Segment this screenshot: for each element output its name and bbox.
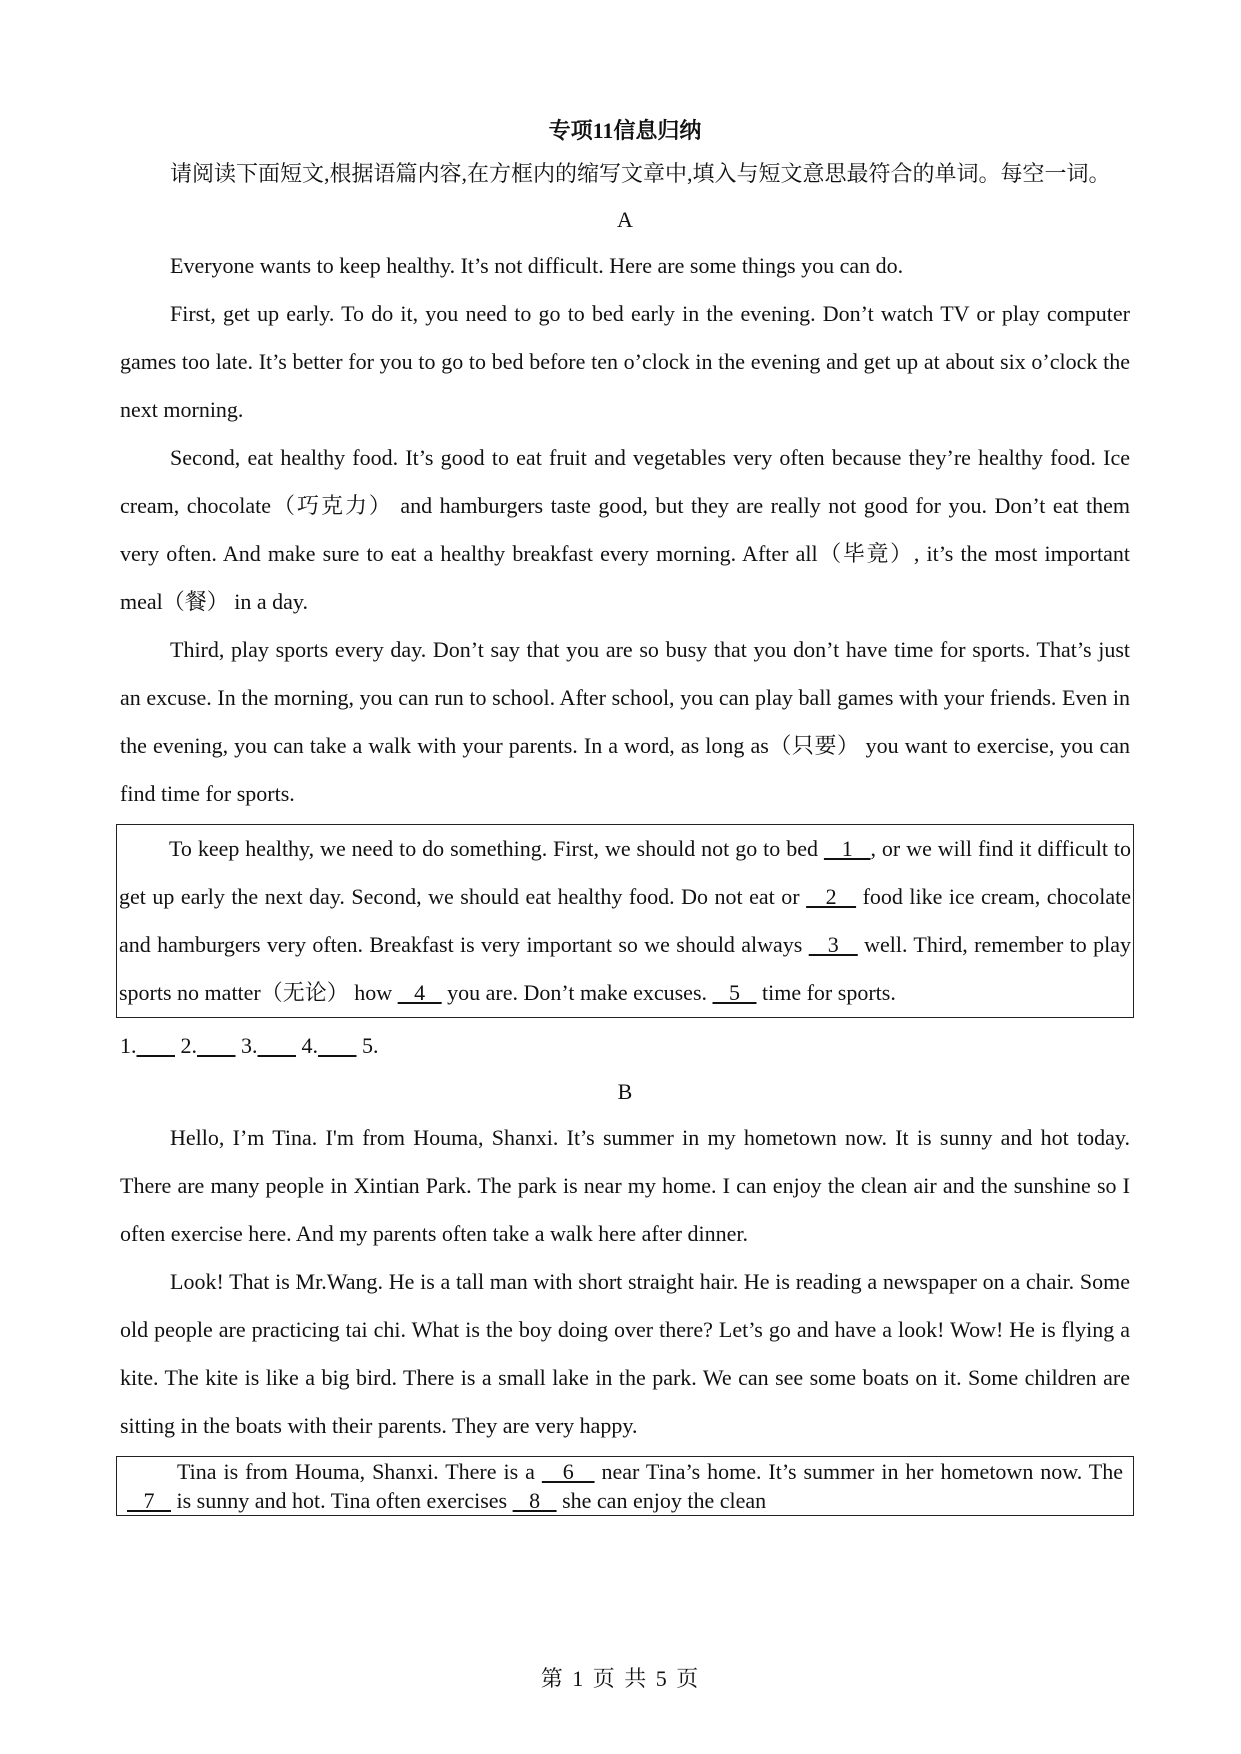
- answer-number: 2.: [180, 1033, 197, 1058]
- summary-box-a: [116, 824, 1134, 1018]
- summary-text-b: [127, 1457, 1123, 1515]
- answer-blank-4[interactable]: [318, 1033, 357, 1058]
- summary-fragment: To keep healthy, we need to do something. First, we should not go to bed: [169, 836, 824, 861]
- summary-fragment: , or we will find it difficult to get up early the next day. Second, we should eat healthy food. Do not eat or: [119, 836, 1131, 909]
- blank-3[interactable]: 3: [808, 932, 858, 957]
- section-a-paragraph: Second, eat healthy food. It’s good to eat fruit and vegetables very often because they’re healthy food. Ice cream, chocolate（巧克力） and hamburgers taste good, but they are really not good for you. Don’t eat them very often. And make sure to eat a healthy breakfast every morning. After all（毕竟）, it’s the most important meal（餐） in a day.: [120, 445, 1130, 614]
- summary-fragment: is sunny and hot. Tina often exercises: [171, 1488, 513, 1513]
- summary-fragment: Tina is from Houma, Shanxi. There is a: [177, 1459, 542, 1484]
- summary-fragment: you are. Don’t make excuses.: [441, 980, 713, 1005]
- summary-text-a: [119, 825, 1131, 1017]
- answer-blank-1[interactable]: [137, 1033, 176, 1058]
- answer-number: 1.: [120, 1033, 137, 1058]
- section-a-paragraph: First, get up early. To do it, you need to go to bed early in the evening. Don’t watch TV or play computer games too late. It’s better for you to go to bed before ten o’clock in the evening and get up at about six o’clock the next morning.: [120, 301, 1130, 422]
- blank-4[interactable]: 4: [397, 980, 442, 1005]
- summary-box-b: [116, 1456, 1134, 1516]
- page-title: 专项11信息归纳: [548, 118, 702, 143]
- section-b-paragraph: Hello, I’m Tina. I'm from Houma, Shanxi. It’s summer in my hometown now. It is sunny and hot today. There are many people in Xintian Park. The park is near my home. I can enjoy the clean air and the sunshine so I often exercise here. And my parents often take a walk here after dinner.: [120, 1125, 1130, 1246]
- document-page: [120, 112, 1130, 1516]
- blank-6[interactable]: 6: [541, 1459, 595, 1484]
- answer-number: 4.: [301, 1033, 318, 1058]
- summary-fragment: food like ice cream, chocolate and hamburgers very often. Breakfast is very important so we should always: [119, 884, 1132, 957]
- section-a-label: A: [617, 207, 633, 232]
- summary-fragment: near Tina’s home. It’s summer in her hometown now. The: [594, 1459, 1123, 1484]
- blank-7[interactable]: 7: [127, 1488, 171, 1513]
- answer-blank-3[interactable]: [258, 1033, 297, 1058]
- summary-fragment: well. Third, remember to play sports no matter（无论） how: [119, 932, 1131, 1005]
- section-b-paragraph: Look! That is Mr.Wang. He is a tall man with short straight hair. He is reading a newspaper on a chair. Some old people are practicing tai chi. What is the boy doing over there? Let’s go and have a look! Wow! He is flying a kite. The kite is like a big bird. There is a small lake in the park. We can see some boats on it. Some children are sitting in the boats with their parents. They are very happy.: [120, 1269, 1130, 1438]
- section-b-label: B: [617, 1079, 633, 1104]
- answer-line: [120, 1022, 1130, 1070]
- answer-number: 5.: [362, 1033, 379, 1058]
- blank-2[interactable]: 2: [806, 884, 857, 909]
- section-a-paragraph: Everyone wants to keep healthy. It’s not difficult. Here are some things you can do.: [170, 253, 904, 278]
- blank-8[interactable]: 8: [512, 1488, 557, 1513]
- page-footer: 第 1 页 共 5 页: [540, 1666, 701, 1691]
- section-a-paragraph: Third, play sports every day. Don’t say that you are so busy that you don’t have time for sports. That’s just an excuse. In the morning, you can run to school. After school, you can play ball games with your friends. Even in the evening, you can take a walk with your parents. In a word, as long as（只要） you want to exercise, you can find time for sports.: [120, 637, 1130, 806]
- answer-number: 3.: [241, 1033, 258, 1058]
- summary-fragment: time for sports.: [756, 980, 896, 1005]
- summary-fragment: she can enjoy the clean: [556, 1488, 767, 1513]
- blank-5[interactable]: 5: [712, 980, 757, 1005]
- blank-1[interactable]: 1: [823, 836, 871, 861]
- answer-blank-2[interactable]: [197, 1033, 236, 1058]
- instructions: 请阅读下面短文,根据语篇内容,在方框内的缩写文章中,填入与短文意思最符合的单词。每空一词。: [170, 161, 1111, 186]
